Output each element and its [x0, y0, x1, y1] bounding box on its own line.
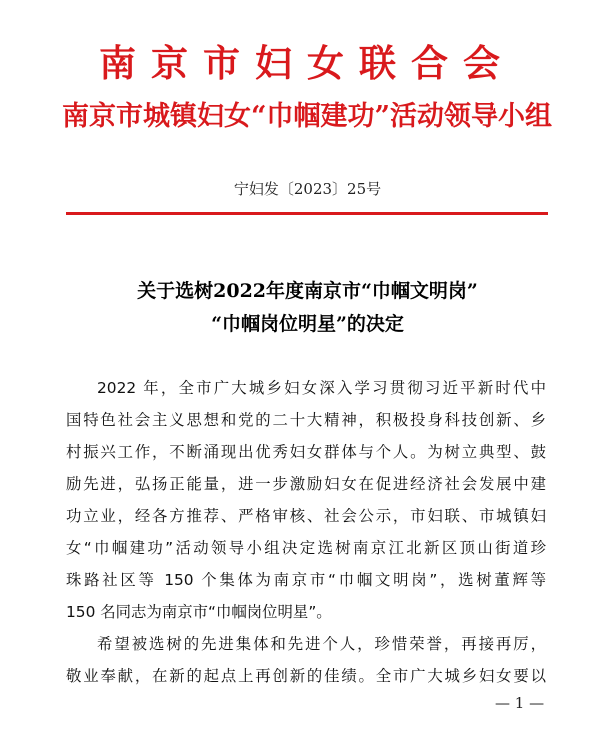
body-line: 励先进，弘扬正能量，进一步激励妇女在促进经济社会发展中建: [66, 475, 546, 493]
body-line: 希望被选树的先进集体和先进个人，珍惜荣誉，再接再厉，: [97, 635, 546, 653]
red-divider-line: [66, 212, 548, 215]
body-line: 敬业奉献，在新的起点上再创新的佳绩。全市广大城乡妇女要以: [66, 667, 546, 685]
body-line: 村振兴工作，不断涌现出优秀妇女群体与个人。为树立典型、鼓: [66, 443, 546, 461]
issuer-name-secondary: 南京市城镇妇女“巾帼建功”活动领导小组: [62, 101, 553, 132]
body-line: 国特色社会主义思想和党的二十大精神，积极投身科技创新、乡: [66, 411, 546, 429]
body-line: 2022 年，全市广大城乡妇女深入学习贯彻习近平新时代中: [97, 379, 546, 397]
document-title-line-1: 关于选树2022年度南京市“巾帼文明岗”: [137, 280, 478, 302]
body-line: 女“巾帼建功”活动领导小组决定选树南京江北新区顶山街道珍: [66, 539, 546, 557]
document-number: 宁妇发〔2023〕25号: [233, 180, 382, 198]
body-line: 功立业，经各方推荐、严格审核、社会公示，市妇联、市城镇妇: [66, 507, 546, 525]
body-line: 150 名同志为南京市“巾帼岗位明星”。: [66, 603, 332, 621]
body-line: 珠路社区等 150 个集体为南京市“巾帼文明岗”，选树董辉等: [66, 571, 546, 589]
issuer-name-primary: 南京市妇女联合会: [99, 41, 515, 85]
document-body: [66, 372, 546, 692]
page-number: — 1 —: [495, 694, 545, 712]
document-title-line-2: “巾帼岗位明星”的决定: [211, 313, 404, 335]
